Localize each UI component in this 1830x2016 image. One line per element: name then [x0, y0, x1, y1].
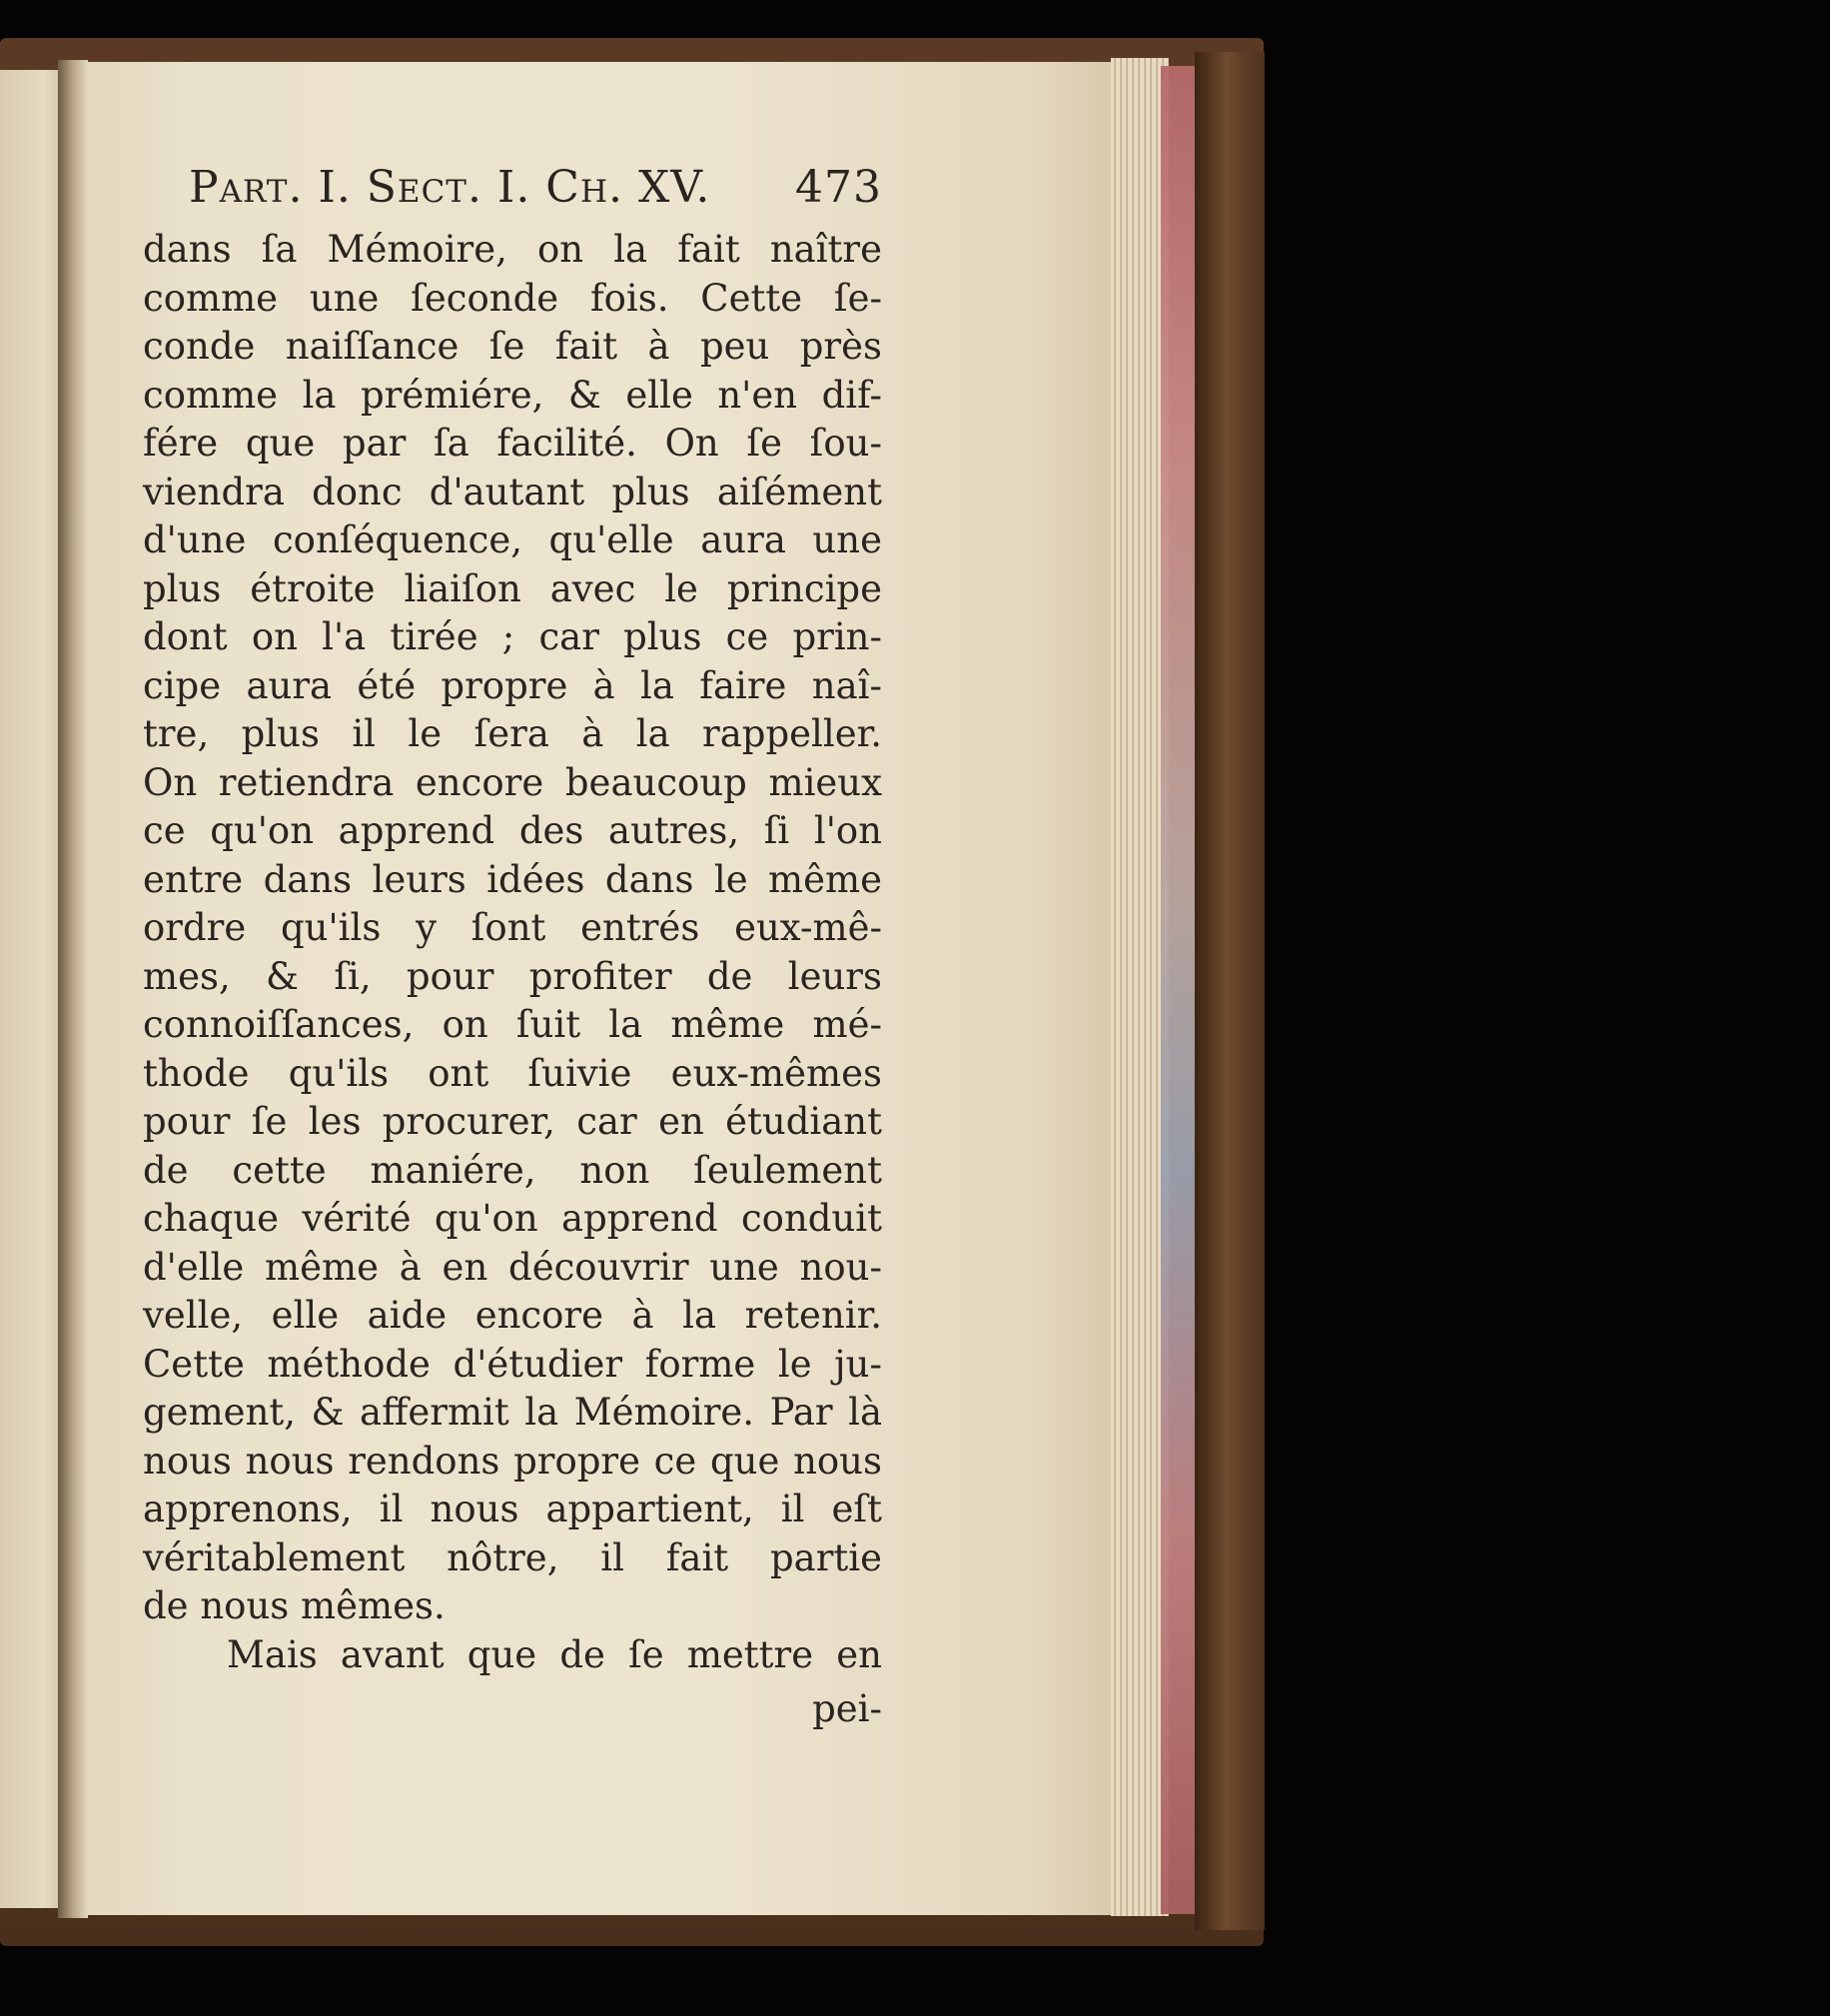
text-line: plus étroite liaiſon avec le principe: [143, 566, 882, 610]
text-line: connoiſſances, on ſuit la même mé-: [143, 1003, 882, 1046]
running-head: [189, 162, 882, 224]
text-line: tre, plus il le ſera à la rappeller.: [143, 712, 882, 755]
text-line: On retiendra encore beaucoup mieux: [143, 760, 882, 804]
text-line: gement, & affermit la Mémoire. Par là: [143, 1391, 882, 1434]
text-line: véritablement nôtre, il fait partie: [143, 1535, 882, 1579]
text-line: comme la prémiére, & elle n'en dif-: [143, 373, 882, 417]
text-line: fére que par ſa facilité. On ſe ſou-: [143, 422, 882, 465]
text-line: entre dans leurs idées dans le même: [143, 857, 882, 901]
text-line: apprenons, il nous appartient, il eſt: [143, 1488, 882, 1530]
text-line: ordre qu'ils y ſont entrés eux-mê-: [143, 906, 882, 949]
running-title: Part. I. Sect. I. Ch. XV.: [189, 162, 711, 213]
text-line: chaque vérité qu'on apprend conduit: [143, 1197, 882, 1240]
text-line-paragraph-start: Mais avant que de ſe mettre en: [227, 1632, 882, 1676]
text-line: Cette méthode d'étudier forme le ju-: [143, 1342, 882, 1386]
page-number: 473: [795, 162, 882, 213]
text-line: d'une conſéquence, qu'elle aura une: [143, 518, 882, 561]
text-line: dans ſa Mémoire, on la fait naître: [143, 228, 882, 271]
page-text-block: [143, 162, 882, 1737]
cover-edge: [1195, 52, 1265, 1930]
text-line: dont on l'a tirée ; car plus ce prin-: [143, 615, 882, 658]
catchword: pei-: [812, 1687, 882, 1730]
text-line: thode qu'ils ont ſuivie eux-mêmes: [143, 1051, 882, 1095]
red-sprinkled-fore-edge: [1161, 66, 1197, 1914]
text-line: ce qu'on apprend des autres, ſi l'on: [143, 809, 882, 852]
text-line: pour ſe les procurer, car en étudiant: [143, 1100, 882, 1143]
text-line-paragraph-end: de nous mêmes.: [143, 1584, 446, 1627]
text-line: d'elle même à en découvrir une nou-: [143, 1245, 882, 1289]
text-line: de cette maniére, non ſeulement: [143, 1148, 882, 1192]
text-line: nous nous rendons propre ce que nous: [143, 1439, 882, 1483]
text-line: conde naiſſance ſe fait à peu près: [143, 325, 882, 368]
page-gutter: [58, 60, 88, 1918]
text-line: cipe aura été propre à la faire naî-: [143, 663, 882, 707]
text-line: mes, & ſi, pour profiter de leurs: [143, 954, 882, 998]
text-line: comme une ſeconde fois. Cette ſe-: [143, 276, 882, 320]
text-line: velle, elle aide encore à la retenir.: [143, 1294, 882, 1337]
text-line: viendra donc d'autant plus aiſément: [143, 470, 882, 513]
